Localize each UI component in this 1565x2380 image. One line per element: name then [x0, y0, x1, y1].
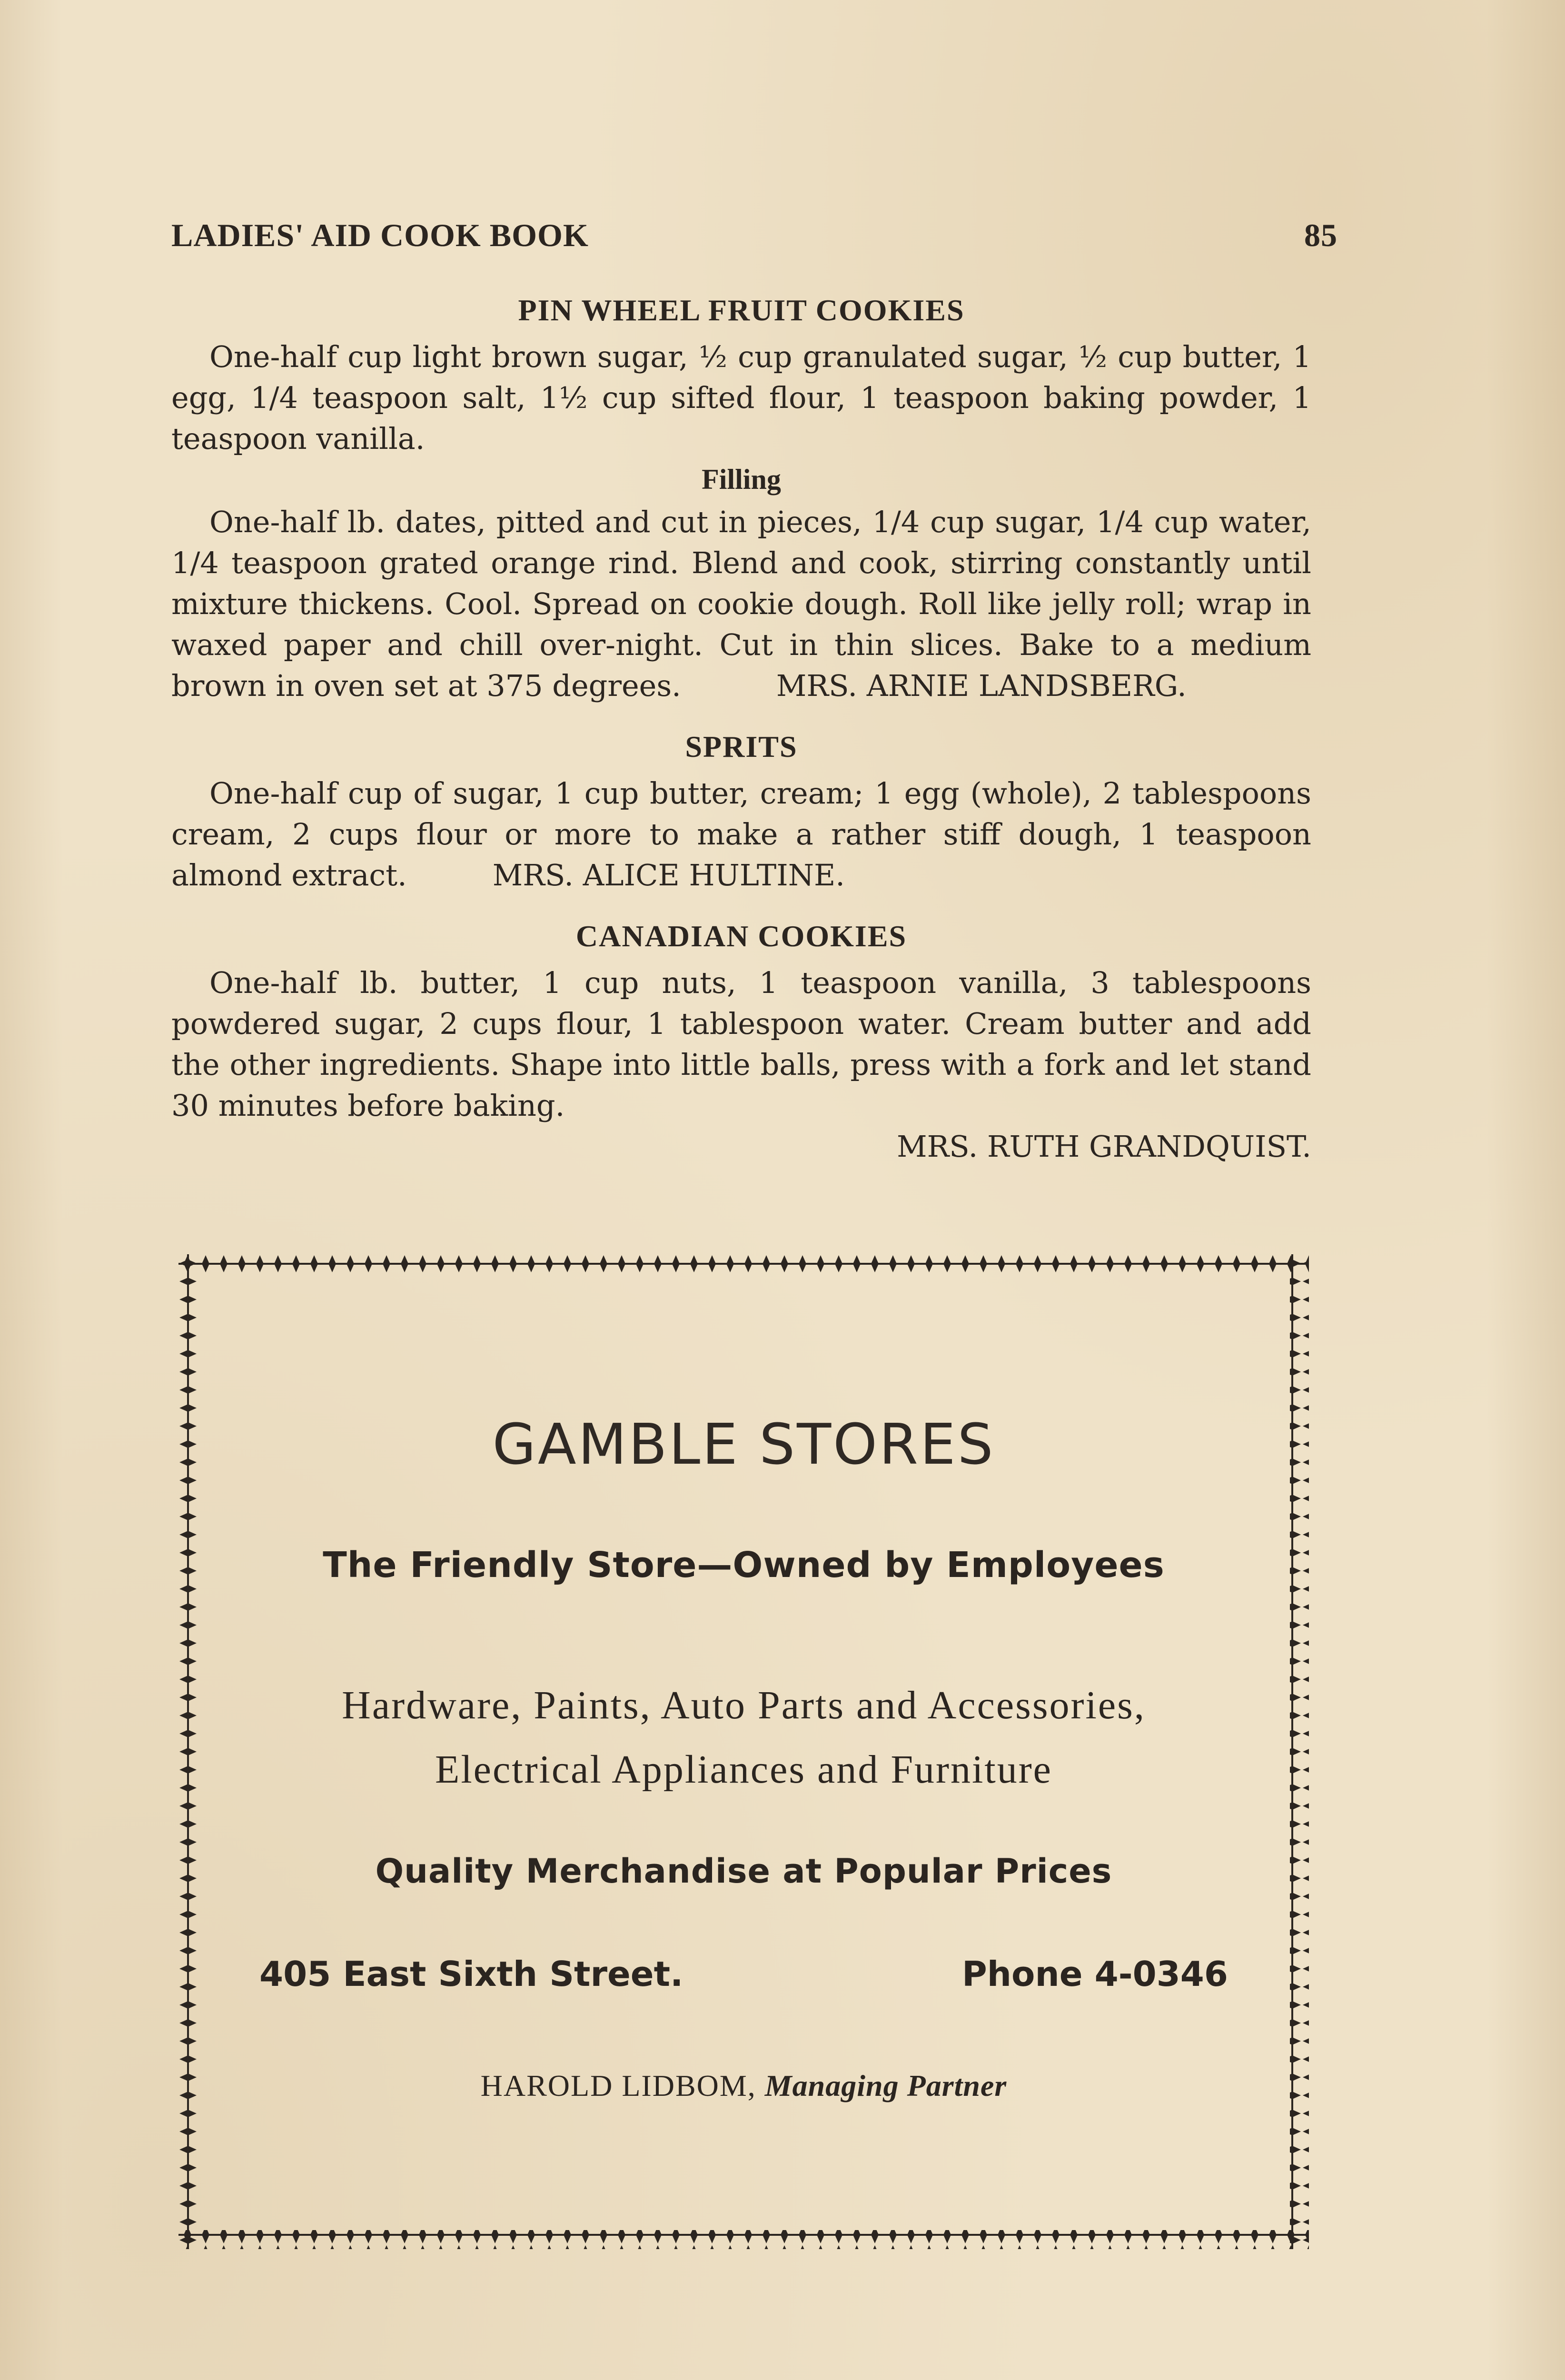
store-name: GAMBLE STORES: [492, 1411, 995, 1477]
store-tagline: The Friendly Store—Owned by Employees: [323, 1545, 1165, 1586]
products-line-1: Hardware, Paints, Auto Parts and Accessories,: [342, 1683, 1146, 1727]
recipe-content: [171, 293, 1311, 1167]
recipe-body-text: One-half cup of sugar, 1 cup butter, cream; 1 egg (whole), 2 tablespoons cream, 2 cups flour or more to make a rather stiff dough, 1 teaspoon almond extract.: [171, 776, 1311, 892]
recipe-contributor: MRS. RUTH GRANDQUIST.: [897, 1129, 1311, 1164]
filling-heading: Filling: [702, 464, 781, 495]
ad-body: [245, 1254, 1242, 2249]
recipe-ingredients: One-half cup light brown sugar, ½ cup granulated sugar, ½ cup butter, 1 egg, 1/4 teaspoon salt, 1½ cup sifted flour, 1 teaspoon baking powder, 1 teaspoon vanilla.: [171, 339, 1311, 456]
quality-slogan: Quality Merchandise at Popular Prices: [375, 1852, 1112, 1891]
gamble-stores-advertisement: [178, 1254, 1309, 2249]
store-address: 405 East Sixth Street.: [259, 1954, 683, 1994]
recipe-contributor: MRS. ALICE HULTINE.: [492, 858, 845, 892]
store-phone: Phone 4-0346: [961, 1954, 1228, 1994]
product-lines: [245, 1673, 1242, 1802]
recipe-body: One-half lb. butter, 1 cup nuts, 1 teaspoon vanilla, 3 tablespoons powdered sugar, 2 cups flour, 1 tablespoon water. Cream butter and add the other ingredients. Shape into little balls, press with a fork and let stand 30 minutes before baking.: [171, 965, 1311, 1123]
recipe-sprits: [171, 729, 1311, 896]
contact-row: [259, 1954, 1228, 1994]
filling-text: One-half lb. dates, pitted and cut in pieces, 1/4 cup sugar, 1/4 cup water, 1/4 teaspoon grated orange rind. Blend and cook, stirring constantly until mixture thickens. Cool. Spread on cookie dough. Roll like jelly roll; wrap in waxed paper and chill over-night. Cut in thin slices. Bake to a medium brown in oven set at 375 degrees.: [171, 505, 1311, 703]
recipe-body: [171, 773, 1311, 896]
recipe-title: CANADIAN COOKIES: [575, 919, 907, 953]
recipe-contributor: MRS. ARNIE LANDSBERG.: [776, 668, 1187, 703]
products-line-2: Electrical Appliances and Furniture: [435, 1747, 1052, 1792]
managing-partner: [245, 2068, 1242, 2103]
partner-title: Managing Partner: [764, 2069, 1007, 2102]
recipe-title: PIN WHEEL FRUIT COOKIES: [518, 293, 965, 327]
recipe-filling: [171, 502, 1311, 706]
recipe-canadian-cookies: [171, 919, 1311, 1167]
recipe-title: SPRITS: [685, 730, 798, 764]
page-number: 85: [1304, 217, 1337, 253]
book-title: LADIES' AID COOK BOOK: [171, 217, 589, 253]
partner-name: HAROLD LIDBOM,: [480, 2069, 756, 2102]
page-header: [171, 217, 1337, 254]
recipe-pin-wheel-fruit-cookies: [171, 293, 1311, 706]
